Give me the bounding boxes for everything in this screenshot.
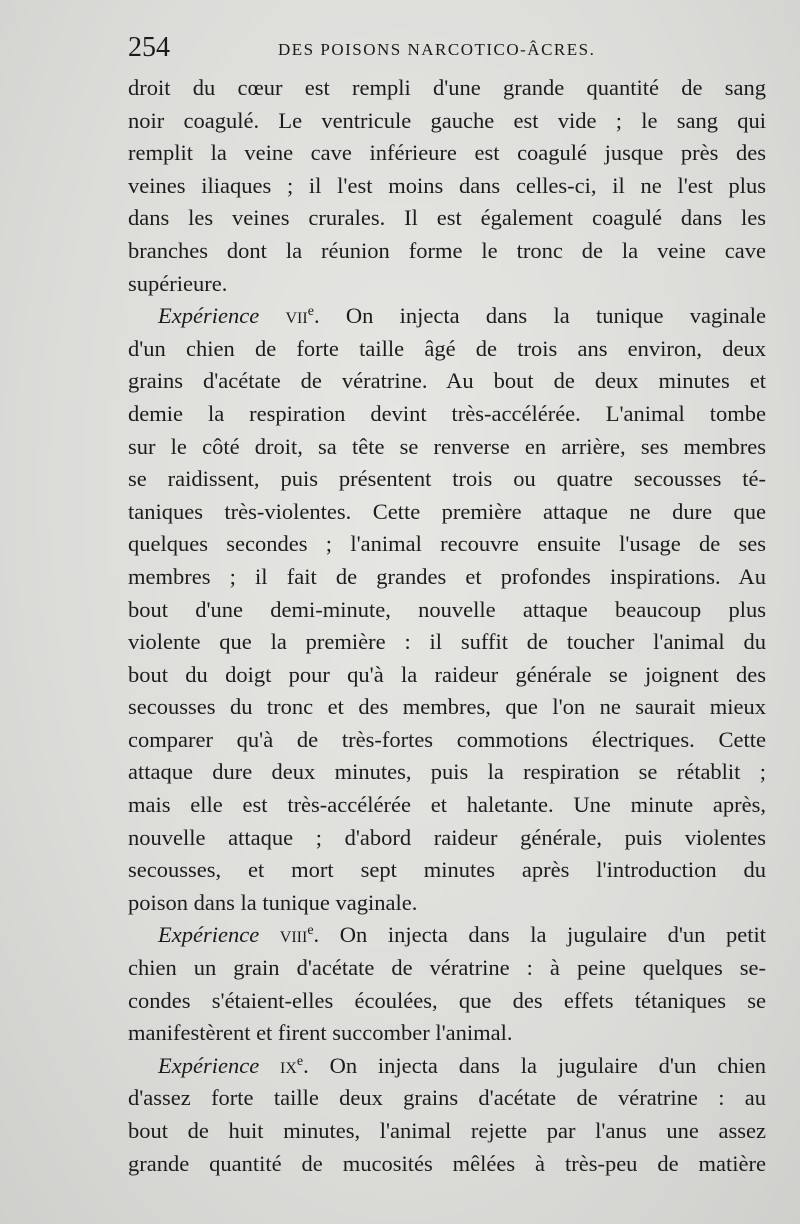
- text-line: [128, 333, 766, 366]
- text-line: [128, 268, 766, 301]
- experience-numeral: vii: [285, 303, 308, 329]
- line-text: bout du doigt pour qu'à la raideur générale se joignent des: [128, 661, 766, 687]
- line-text: grains d'acétate de vératrine. Au bout de deux minutes et: [128, 368, 766, 394]
- line-text: demie la respiration devint très-accélérée. L'animal tombe: [128, 400, 766, 426]
- line-text: poison dans la tunique vaginale.: [128, 889, 418, 915]
- text-line: [128, 724, 766, 757]
- line-text: se raidissent, puis présentent trois ou quatre secousses té-: [128, 466, 766, 492]
- line-text: taniques très-violentes. Cette première attaque ne dure que: [128, 498, 766, 524]
- experience-heading: Expérience: [158, 1052, 260, 1078]
- text-line: [128, 659, 766, 692]
- line-text: bout de huit minutes, l'animal rejette par l'anus une assez: [128, 1118, 766, 1143]
- text-line: [128, 463, 766, 496]
- ordinal-superscript: e: [307, 923, 314, 939]
- line-text: . On injecta dans la tunique vaginale: [313, 303, 767, 329]
- line-text: supérieure.: [128, 270, 228, 296]
- line-text: . On injecta dans la jugulaire d'un petit: [313, 922, 766, 948]
- text-line: [128, 756, 766, 789]
- line-text: comparer qu'à de très-fortes commotions électriques. Cette: [128, 726, 766, 752]
- text-line: [128, 887, 766, 920]
- line-text: condes s'étaient-elles écoulées, que des effets tétaniques se: [128, 987, 766, 1013]
- text-line: [128, 691, 766, 724]
- text-line: [128, 626, 766, 659]
- text-line: [128, 365, 766, 398]
- text-line: [128, 985, 766, 1018]
- text-line: [128, 1115, 766, 1148]
- line-text: secousses du tronc et des membres, que l'on ne saurait mieux: [128, 694, 766, 720]
- ordinal-superscript: e: [307, 304, 314, 320]
- text-line: [128, 72, 766, 105]
- text-line: [128, 137, 766, 170]
- text-line: [128, 496, 766, 529]
- text-line: [128, 1082, 766, 1115]
- text-line: [128, 594, 766, 627]
- experience-heading: Expérience: [158, 303, 260, 329]
- page-header: [128, 30, 768, 70]
- experience-heading: Expérience: [158, 922, 260, 948]
- text-line: [128, 789, 766, 822]
- text-line: [128, 854, 766, 887]
- text-line: [128, 235, 766, 268]
- line-text: secousses, et mort sept minutes après l'introduction du: [128, 857, 766, 883]
- line-text: veines iliaques ; il l'est moins dans celles-ci, il ne l'est plus: [128, 172, 766, 198]
- experience-numeral: viii: [279, 922, 308, 948]
- running-title: DES POISONS NARCOTICO-ÂCRES.: [278, 40, 596, 59]
- line-text: violente que la première : il suffit de toucher l'animal du: [128, 629, 766, 655]
- body-text: [128, 72, 766, 1180]
- text-line: [128, 952, 766, 985]
- page-number: 254: [128, 32, 170, 63]
- ordinal-superscript: e: [296, 1053, 304, 1069]
- line-text: quelques secondes ; l'animal recouvre ensuite l'usage de ses: [128, 531, 766, 557]
- text-line: [128, 822, 766, 855]
- line-text: d'assez forte taille deux grains d'acétate de vératrine : au: [128, 1085, 766, 1111]
- text-line: [128, 1050, 766, 1083]
- text-line: [128, 398, 766, 431]
- line-text: droit du cœur est rempli d'une grande quantité de sang: [128, 75, 766, 100]
- line-text: . On injecta dans la jugulaire d'un chien: [303, 1052, 766, 1078]
- text-line: [128, 1017, 766, 1050]
- text-line: [128, 561, 766, 594]
- text-line: [128, 105, 766, 138]
- line-text: chien un grain d'acétate de vératrine : à peine quelques se-: [128, 955, 766, 981]
- line-text: mais elle est très-accélérée et haletante. Une minute après,: [128, 792, 766, 818]
- line-text: manifestèrent et firent succomber l'animal.: [128, 1020, 513, 1046]
- experience-numeral: ix: [280, 1052, 297, 1078]
- line-text: sur le côté droit, sa tête se renverse en arrière, ses membres: [128, 433, 766, 459]
- text-line: [128, 1148, 766, 1181]
- text-line: [128, 431, 766, 464]
- line-text: grande quantité de mucosités mêlées à très-peu de matière: [128, 1150, 766, 1176]
- line-text: nouvelle attaque ; d'abord raideur générale, puis violentes: [128, 824, 766, 850]
- line-text: bout d'une demi-minute, nouvelle attaque beaucoup plus: [128, 596, 766, 622]
- line-text: noir coagulé. Le ventricule gauche est vide ; le sang qui: [128, 107, 766, 133]
- text-line: [128, 528, 766, 561]
- line-text: remplit la veine cave inférieure est coagulé jusque près des: [128, 140, 766, 166]
- line-text: dans les veines crurales. Il est également coagulé dans les: [128, 205, 766, 231]
- line-text: branches dont la réunion forme le tronc de la veine cave: [128, 237, 766, 263]
- line-text: attaque dure deux minutes, puis la respiration se rétablit ;: [128, 759, 766, 785]
- text-line: [128, 300, 766, 333]
- line-text: membres ; il fait de grandes et profondes inspirations. Au: [128, 563, 766, 589]
- line-text: d'un chien de forte taille âgé de trois ans environ, deux: [128, 335, 766, 361]
- text-line: [128, 202, 766, 235]
- text-line: [128, 170, 766, 203]
- text-line: [128, 919, 766, 952]
